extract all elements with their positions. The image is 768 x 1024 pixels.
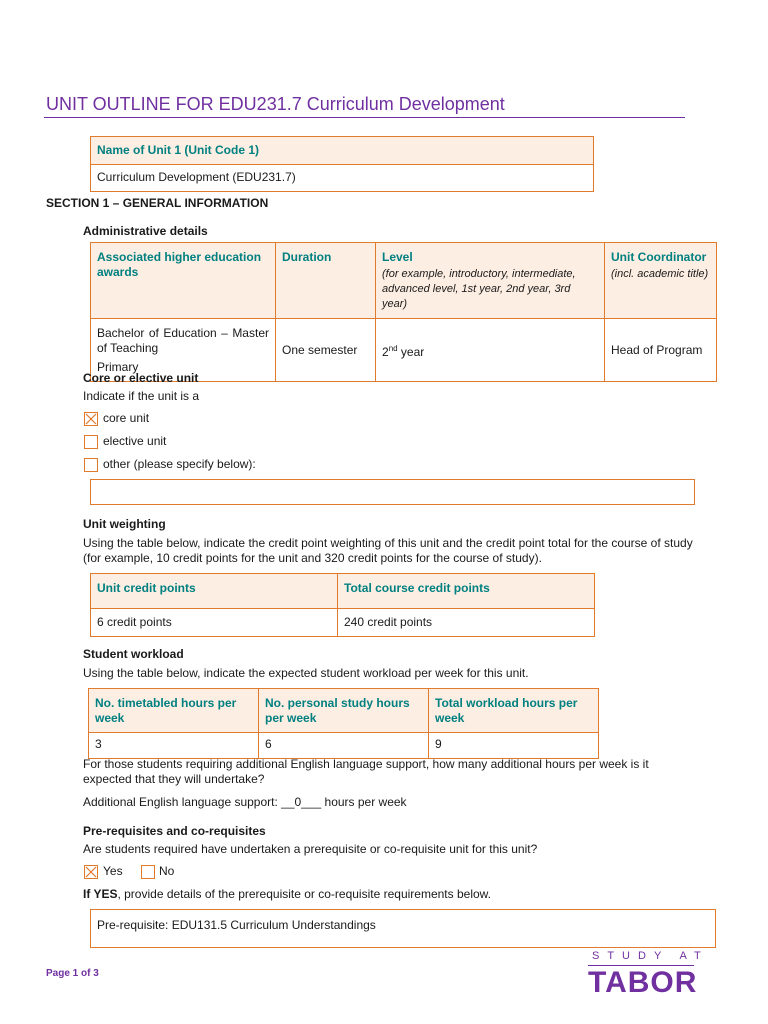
elective-unit-label: elective unit [103, 434, 167, 448]
prereq-no-checkbox[interactable] [141, 865, 155, 879]
duration-value: One semester [282, 343, 358, 357]
level-header-note: (for example, introductory, intermediate, advanced level, 1st year, 2nd year, 3rd year) [382, 268, 576, 310]
level-header: Level [382, 250, 413, 264]
total-credit-header-cell [338, 574, 595, 609]
awards-value: Bachelor of Education – Master of Teaching [97, 326, 269, 355]
level-rest: year [397, 345, 425, 359]
elective-unit-checkbox[interactable] [84, 435, 98, 449]
admin-heading: Administrative details [83, 224, 208, 238]
prereq-no-label: No [159, 864, 175, 878]
awards-header: Associated higher education awards [97, 250, 262, 279]
prereq-detail-box[interactable] [90, 909, 716, 948]
level-cell [376, 319, 605, 382]
checked-x-icon [85, 866, 97, 878]
title-rule [44, 117, 685, 118]
personal-study-header-cell [259, 689, 429, 733]
unit-credit-header-cell [91, 574, 338, 609]
prereq-if-yes-text [83, 887, 491, 902]
prereq-heading: Pre-requisites and co-requisites [83, 824, 266, 838]
workload-table [88, 688, 599, 759]
total-credit-value: 240 credit points [344, 615, 433, 629]
section1-heading: SECTION 1 – GENERAL INFORMATION [46, 196, 269, 210]
workload-heading: Student workload [83, 647, 184, 661]
unit-credit-header: Unit credit points [97, 581, 196, 595]
total-credit-cell [338, 609, 595, 637]
timetabled-header-cell [89, 689, 259, 733]
page-number: Page 1 of 3 [46, 968, 99, 979]
tabor-logo: TABOR [588, 966, 698, 999]
coordinator-header: Unit Coordinator [611, 250, 707, 264]
weighting-intro: Using the table below, indicate the credit point weighting of this unit and the credit point total for the course of study (for example, 10 credit points for the unit and 320 credit points for the course of study). [83, 536, 693, 565]
duration-header: Duration [282, 250, 332, 264]
prereq-question: Are students required have undertaken a prerequisite or co-requisite unit for this unit? [83, 842, 538, 856]
level-number: 2 [382, 345, 389, 359]
total-workload-cell [429, 733, 599, 759]
unit-name-value: Curriculum Development (EDU231.7) [97, 170, 296, 184]
prereq-yes-checkbox[interactable] [84, 865, 98, 879]
level-value [376, 334, 604, 366]
coordinator-header-cell [605, 243, 717, 319]
level-suffix: nd [388, 344, 398, 353]
checked-x-icon [85, 413, 97, 425]
total-workload-value: 9 [435, 737, 442, 751]
duration-header-cell [276, 243, 376, 319]
awards-value-line2: Primary [97, 360, 139, 374]
logo-study-at: STUDY AT [592, 950, 709, 962]
core-elective-intro: Indicate if the unit is a [83, 389, 200, 403]
unit-credit-value: 6 credit points [97, 615, 172, 629]
unit-name-header-cell [91, 137, 594, 165]
admin-table [90, 242, 717, 382]
weighting-table [90, 573, 595, 637]
coordinator-header-note: (incl. academic title) [611, 268, 709, 280]
total-workload-header: Total workload hours per week [435, 696, 578, 725]
awards-header-cell [91, 243, 276, 319]
prereq-yes-label: Yes [103, 864, 123, 878]
workload-intro: Using the table below, indicate the expected student workload per week for this unit. [83, 666, 529, 680]
unit-name-table [90, 136, 594, 192]
unit-name-value-cell [91, 165, 594, 192]
level-header-cell [376, 243, 605, 319]
english-support-question: For those students requiring additional English language support, how many additional hours per week is it expected that they will undertake? [83, 757, 649, 786]
core-unit-label: core unit [103, 411, 150, 425]
coordinator-value: Head of Program [611, 343, 703, 357]
timetabled-header: No. timetabled hours per week [95, 696, 237, 725]
timetabled-cell [89, 733, 259, 759]
personal-study-value: 6 [265, 737, 272, 751]
other-unit-checkbox[interactable] [84, 458, 98, 472]
other-specify-field[interactable] [90, 479, 695, 505]
personal-study-cell [259, 733, 429, 759]
other-unit-label: other (please specify below): [103, 457, 256, 471]
english-support-hours: Additional English language support: __0___ hours per week [83, 795, 407, 809]
core-elective-heading: Core or elective unit [83, 371, 199, 385]
if-yes-bold: If YES [83, 887, 118, 901]
duration-cell [276, 319, 376, 382]
personal-study-header: No. personal study hours per week [265, 696, 410, 725]
coordinator-cell [605, 319, 717, 382]
document-title: UNIT OUTLINE FOR EDU231.7 Curriculum Development [46, 94, 505, 114]
timetabled-value: 3 [95, 737, 102, 751]
core-unit-checkbox[interactable] [84, 412, 98, 426]
total-workload-header-cell [429, 689, 599, 733]
total-credit-header: Total course credit points [344, 581, 490, 595]
if-yes-rest: , provide details of the prerequisite or co-requisite requirements below. [117, 887, 491, 901]
other-specify-value [91, 480, 694, 490]
unit-name-header: Name of Unit 1 (Unit Code 1) [97, 143, 260, 157]
weighting-heading: Unit weighting [83, 517, 166, 531]
prereq-detail-value: Pre-requisite: EDU131.5 Curriculum Understandings [97, 918, 376, 932]
unit-credit-cell [91, 609, 338, 637]
